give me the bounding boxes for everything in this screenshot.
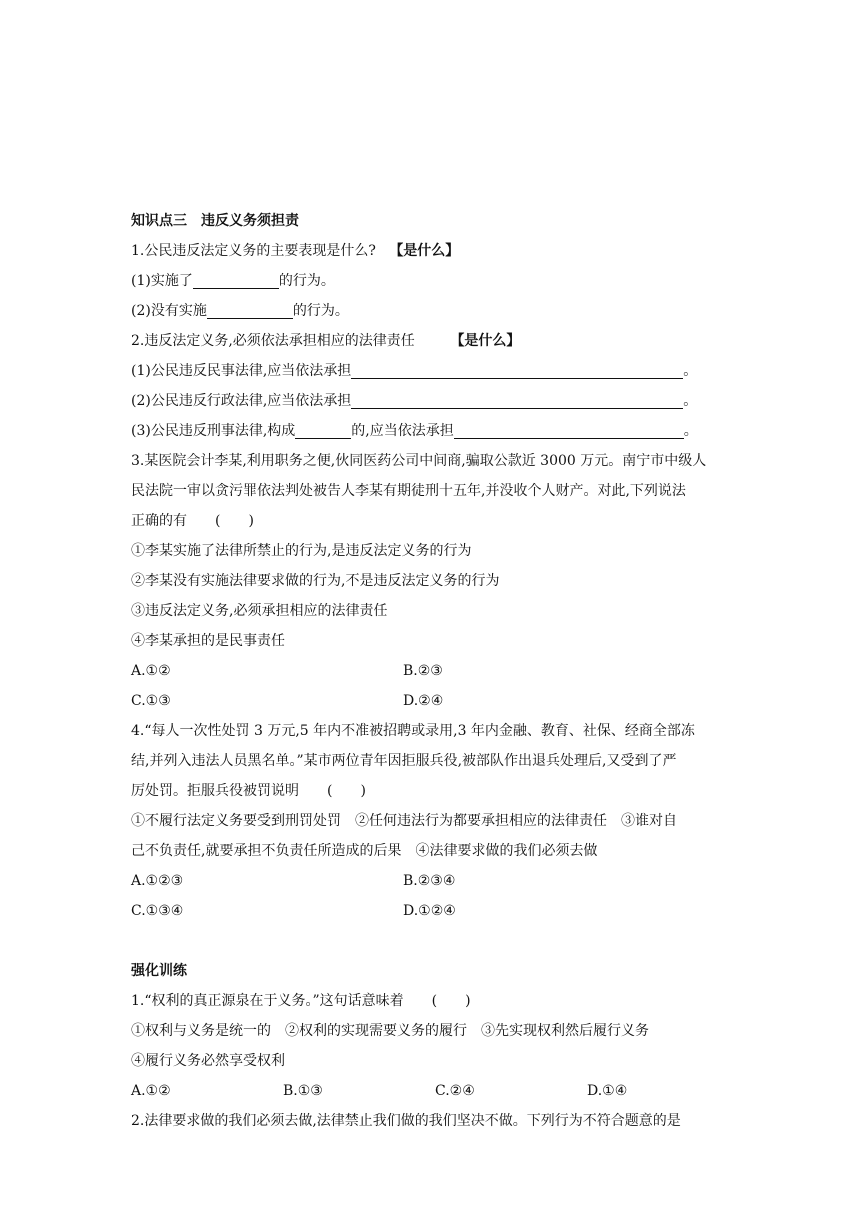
statement: ②李某没有实施法律要求做的行为,不是违反法定义务的行为 (131, 573, 500, 589)
document-content (131, 206, 741, 1136)
training-heading: 强化训练 (131, 963, 187, 979)
option-b[interactable]: B.①③ (283, 1083, 323, 1099)
sub-text: (2)公民违反行政法律,应当依法承担 (131, 393, 352, 409)
question-2 (131, 326, 741, 356)
sub-text: (2)没有实施 (131, 303, 207, 319)
training-question-2: 2.法律要求做的我们必须去做,法律禁止我们做的我们坚决不做。下列行为不符合题意的是 (131, 1113, 681, 1129)
statement: ③违反法定义务,必须承担相应的法律责任 (131, 603, 388, 619)
answer-blank[interactable] (351, 360, 683, 379)
question-4-line: 4.“每人一次性处罚 3 万元,5 年内不准被招聘或录用,3 年内金融、教育、社保、经商全部冻 (131, 723, 695, 739)
option-a[interactable]: A.①② (131, 663, 171, 679)
option-c[interactable]: C.①③ (131, 693, 171, 709)
option-d[interactable]: D.①②④ (403, 903, 456, 919)
question-1 (131, 236, 741, 266)
options-row (131, 896, 741, 926)
answer-blank[interactable] (295, 420, 351, 439)
options-row (131, 1076, 741, 1106)
question-tag: 【是什么】 (389, 243, 460, 259)
answer-blank[interactable] (207, 300, 293, 319)
question-4-line: 厉处罚。拒服兵役被罚说明 ( ) (131, 783, 366, 799)
statement: ④履行义务必然享受权利 (131, 1053, 285, 1069)
answer-blank[interactable] (454, 420, 684, 439)
options-row (131, 866, 741, 896)
question-text: 1.公民违反法定义务的主要表现是什么? (131, 243, 376, 259)
question-4-line: 结,并列入违法人员黑名单。”某市两位青年因拒服兵役,被部队作出退兵处理后,又受到了严 (131, 753, 677, 769)
option-d[interactable]: D.①④ (587, 1083, 628, 1099)
statement: ①李某实施了法律所禁止的行为,是违反法定义务的行为 (131, 543, 472, 559)
sub-text: 。 (683, 393, 698, 409)
option-a[interactable]: A.①②③ (131, 873, 184, 889)
question-2-sub-1 (131, 356, 741, 386)
section-heading: 知识点三 违反义务须担责 (131, 213, 299, 229)
option-d[interactable]: D.②④ (403, 693, 444, 709)
question-3-line: 3.某医院会计李某,利用职务之便,伙同医药公司中间商,骗取公款近 3000 万元。南宁市中级人 (131, 453, 707, 469)
question-2-sub-3 (131, 416, 741, 446)
training-question-1: 1.“权利的真正源泉在于义务。”这句话意味着 ( ) (131, 993, 471, 1009)
sub-text: 的行为。 (292, 303, 349, 319)
statement: ①权利与义务是统一的 ②权利的实现需要义务的履行 ③先实现权利然后履行义务 (131, 1023, 649, 1039)
sub-text: 。 (683, 423, 698, 439)
question-1-sub-1 (131, 266, 741, 296)
sub-text: 的行为。 (278, 273, 335, 289)
sub-text: (1)实施了 (131, 273, 193, 289)
option-c[interactable]: C.①③④ (131, 903, 184, 919)
question-1-sub-2 (131, 296, 741, 326)
statement: ④李某承担的是民事责任 (131, 633, 285, 649)
option-b[interactable]: B.②③ (403, 663, 443, 679)
sub-text: (1)公民违反民事法律,应当依法承担 (131, 363, 352, 379)
question-4-line: ①不履行法定义务要受到刑罚处罚 ②任何违法行为都要承担相应的法律责任 ③谁对自 (131, 813, 677, 829)
question-text: 2.违反法定义务,必须依法承担相应的法律责任 (131, 333, 415, 349)
question-3-line: 民法院一审以贪污罪依法判处被告人李某有期徒刑十五年,并没收个人财产。对此,下列说法 (131, 483, 686, 499)
option-a[interactable]: A.①② (131, 1083, 171, 1099)
question-tag: 【是什么】 (450, 333, 521, 349)
question-3-line: 正确的有 ( ) (131, 513, 254, 529)
options-row (131, 686, 741, 716)
options-row (131, 656, 741, 686)
question-2-sub-2 (131, 386, 741, 416)
sub-text: (3)公民违反刑事法律,构成 (131, 423, 296, 439)
option-b[interactable]: B.②③④ (403, 873, 456, 889)
section-spacer (131, 926, 741, 956)
option-c[interactable]: C.②④ (435, 1083, 475, 1099)
sub-text: 。 (683, 363, 698, 379)
sub-text: 的,应当依法承担 (351, 423, 454, 439)
answer-blank[interactable] (351, 390, 683, 409)
answer-blank[interactable] (193, 270, 279, 289)
question-4-line: 己不负责任,就要承担不负责任所造成的后果 ④法律要求做的我们必须去做 (131, 843, 598, 859)
